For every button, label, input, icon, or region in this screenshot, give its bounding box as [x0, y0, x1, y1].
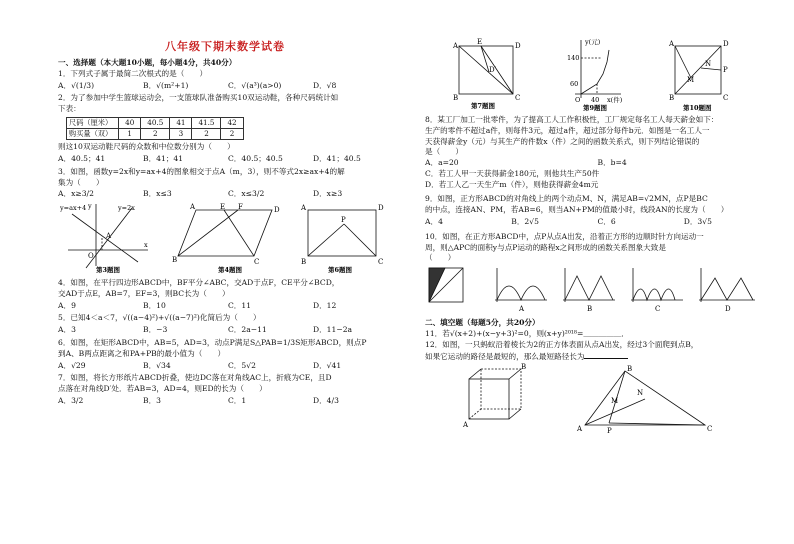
q10-graph-a	[495, 268, 547, 302]
q8-option-a: A．a=20	[425, 158, 459, 168]
shoe-size-table	[66, 117, 244, 140]
q8-stem-2: 生产的零件不超过a件，则每件3元，超过a件，超过部分每件b元．如图是一名工人一	[425, 125, 710, 135]
q9-option-d: D．3√5	[683, 217, 712, 227]
q8-stem-1: 8．某工厂加工一批零件，为了提高工人工作积极性，工厂规定每名工人每天薪金如下：	[425, 115, 719, 124]
fig10-point-c: C	[723, 94, 729, 102]
q2-options	[58, 154, 398, 165]
q7-stem-1: 7．如图，将长方形纸片ABCD折叠，使边DC落在对角线AC上，折痕为CE，且D	[58, 373, 332, 383]
fig3-point-a: A	[106, 232, 112, 241]
q6-stem-2: 到A、B两点距离之和PA+PB的最小值为（ ）	[58, 348, 226, 358]
q9-option-a: A．4	[425, 217, 443, 227]
tri-point-a: A	[577, 425, 583, 434]
q12-stem-2	[425, 350, 770, 363]
q6-option-b: B．√34	[143, 360, 171, 370]
q10-stem-3: （ ）	[425, 253, 456, 263]
table-cell: 42	[221, 117, 243, 128]
table-cell: 2	[192, 129, 221, 140]
table-cell: 1	[119, 129, 141, 140]
q5-stem: 5．已知4＜a＜7，√((a−4)²)+√((a−7)²)化简后为（ ）	[58, 313, 261, 323]
table-cell: 2	[221, 129, 243, 140]
fig7-point-e: E	[477, 38, 483, 46]
figures-row-3-4-6	[58, 202, 398, 274]
q10-stem-1: 10．如图，在正方形ABCD中，点P从点A出发，沿着正方形的边顺时针方向运动一	[425, 231, 704, 241]
fig4-point-a: A	[190, 203, 196, 212]
tri-point-c: C	[707, 425, 713, 434]
section-fill-title: 二、填空题（每题5分，共20分）	[425, 317, 540, 327]
q2-option-c: C．40.5；40.5	[228, 154, 283, 164]
fig7-point-a: A	[453, 42, 459, 50]
figure-4	[178, 210, 272, 256]
fig9-y-tick-60: 60	[570, 80, 579, 88]
q5-option-a: A．3	[58, 325, 76, 335]
q10-square-figure	[429, 268, 463, 302]
fig10-point-m: M	[687, 76, 695, 84]
tri-point-m: M	[611, 397, 619, 406]
q6-stem-1: 6．如图，在矩形ABCD中，AB=5，AD=3，动点P满足S△PAB=1/3S矩形ABCD，则点P	[58, 337, 367, 347]
q4-option-a: A．9	[58, 300, 76, 310]
table-cell: 40	[119, 117, 141, 128]
q9-stem-2: 的中点，连接AN、PM，若AB=6，则当AN+PM的值最小时，线段AN的长度为（ ）	[425, 205, 729, 215]
figure-9	[575, 40, 621, 98]
q9-option-c: C．6	[597, 217, 616, 227]
fig9-origin: O	[575, 96, 581, 104]
table-cell: 41.5	[192, 117, 221, 128]
table-row	[67, 117, 244, 128]
q1-options	[58, 81, 398, 92]
q10-stem-2: 周，则△APC的面积y与点P运动的路程x之间形成的函数关系图象大致是	[425, 242, 666, 252]
q8-option-c: C．若工人甲一天获得薪金180元，则他共生产50件	[425, 168, 600, 178]
table-cell: 2	[141, 129, 170, 140]
fig10-caption: 第10题图	[683, 104, 712, 112]
page-title: 八年级下期末数学试卷	[165, 40, 285, 53]
tri-point-p: P	[607, 427, 612, 436]
fig6-point-d: D	[378, 204, 384, 213]
q1-option-b: B．√(m²+1)	[143, 80, 189, 90]
q1-option-a: A．√(1/3)	[58, 80, 95, 90]
q5-option-c: C．2a−11	[228, 325, 267, 335]
fig10-point-a: A	[669, 40, 675, 48]
q12-figures	[425, 363, 770, 435]
fig10-point-p: P	[723, 66, 728, 74]
q3-option-a: A．x≥3/2	[58, 189, 94, 199]
fig4-point-c: C	[254, 258, 260, 267]
q10-label-a: A	[519, 305, 525, 314]
q3-option-c: C．x≤3/2	[228, 189, 265, 199]
q7-option-c: C．1	[228, 395, 247, 405]
fig10-point-d: D	[723, 40, 729, 48]
fig4-point-e: E	[220, 203, 226, 212]
q8-option-d: D．若工人乙一天生产m（件），则他获得薪金4m元	[425, 179, 599, 189]
q8-option-b: B．b=4	[597, 158, 627, 168]
q2-option-b: B．41；41	[143, 154, 184, 164]
fig4-point-f: F	[238, 203, 243, 212]
q10-graphs	[425, 264, 770, 314]
q8-options-ab	[425, 158, 770, 169]
table-cell: 3	[170, 129, 192, 140]
fig3-line1-label: y=ax+4	[60, 204, 87, 213]
q8-stem-4: 是（ ）	[425, 147, 463, 157]
cube-figure	[469, 369, 521, 419]
q10-graph-b	[563, 268, 615, 302]
section-choice-title: 一、选择题（本大题10小题，每小题4分，共40分）	[58, 58, 237, 67]
fig7-caption: 第7题图	[471, 102, 496, 110]
tri-point-n: N	[637, 389, 644, 398]
answer-blank	[584, 350, 628, 359]
q4-option-b: B．10	[143, 300, 166, 310]
q2-stem-1: 2．为了参加中学生篮球运动会，一支篮球队准备购买10双运动鞋，各种尺码统计如	[58, 93, 339, 103]
cube-point-a: A	[463, 421, 469, 430]
q5-option-b: B．−3	[143, 325, 168, 335]
q10-graph-c	[631, 268, 683, 302]
fig7-point-b: B	[453, 94, 459, 102]
fig9-caption: 第9题图	[583, 104, 608, 112]
fig4-point-b: B	[172, 256, 178, 265]
q3-option-d: D．x≥3	[313, 189, 343, 199]
fig3-origin: O	[88, 252, 94, 261]
q10-label-c: C	[655, 305, 661, 314]
table-cell: 尺码（厘米）	[67, 117, 119, 128]
q6-options	[58, 361, 398, 372]
fig3-line2-label: y=2x	[118, 204, 135, 213]
fig9-x-label: x(件)	[607, 96, 623, 104]
fig7-point-c: C	[515, 94, 521, 102]
q6-option-a: A．√29	[58, 360, 86, 370]
fig3-x-label: x	[144, 241, 148, 250]
q2-option-d: D．41；40.5	[313, 154, 361, 164]
q4-stem-1: 4．如图，在平行四边形ABCD中，BF平分∠ABC，交AD于点F，CE平分∠BCD，	[58, 278, 340, 288]
q7-option-b: B．3	[143, 395, 162, 405]
q3-stem-2: 集为（ ）	[58, 177, 104, 187]
q2-option-a: A．40.5；41	[58, 154, 106, 164]
table-cell: 购买量（双）	[67, 129, 119, 140]
q7-stem-2: 点落在对角线D′处．若AB=3，AD=4，则ED的长为（ ）	[58, 384, 267, 394]
q3-option-b: B．x≤3	[143, 189, 172, 199]
fig7-point-d-prime: D′	[489, 66, 497, 74]
fig6-point-b: B	[301, 258, 307, 267]
q3-options	[58, 189, 398, 200]
q2-stem-2: 下表：	[58, 104, 81, 114]
q5-options	[58, 325, 398, 336]
q10-graph-d	[699, 268, 755, 302]
q1-stem: 1．下列式子属于最简二次根式的是（ ）	[58, 68, 208, 78]
fig4-point-d: D	[274, 206, 280, 215]
figure-7	[459, 46, 513, 94]
q9-options	[425, 217, 770, 228]
q1-option-d: D．√8	[313, 80, 337, 90]
table-row	[67, 129, 244, 140]
fig4-caption: 第4题图	[218, 266, 243, 275]
q12-stem-1: 12．如图，一只蚂蚁沿着棱长为2的正方体表面从点A出发，经过3个面爬到点B，	[425, 339, 699, 349]
q6-option-d: D．√41	[313, 360, 342, 370]
figure-10	[675, 46, 721, 94]
q4-options	[58, 301, 398, 312]
q11-stem: 11．若√(x+2)+(x−y+3)²=0，则(x+y)²⁰¹⁸=＿＿＿＿＿．	[425, 328, 629, 338]
right-column	[425, 115, 770, 439]
q2-stem-3: 则这10双运动鞋尺码的众数和中位数分别为（ ）	[58, 142, 235, 152]
fig6-point-c: C	[378, 258, 384, 267]
q10-label-d: D	[725, 305, 731, 314]
q12-stem-2-text: 如果它运动的路径是最短的，那么最短路径长为	[425, 352, 585, 362]
left-column	[58, 58, 398, 409]
figures-row-7-9-10	[425, 38, 770, 112]
q4-option-c: C．11	[228, 300, 252, 310]
fig7-point-d: D	[515, 42, 521, 50]
q6-option-c: C．5√2	[228, 360, 256, 370]
cube-point-b: B	[521, 363, 527, 372]
fig10-point-n: N	[705, 60, 712, 68]
q8-stem-3: 天获得薪金y（元）与其生产的件数x（件）之间的函数关系式，则下列结论错误的	[425, 136, 700, 146]
q7-option-a: A．3/2	[58, 395, 84, 405]
fig10-point-b: B	[669, 94, 675, 102]
q1-option-c: C．√(a³)(a>0)	[228, 80, 282, 90]
q10-label-b: B	[587, 305, 593, 314]
triangle-figure	[585, 371, 705, 425]
fig3-y-label: y	[88, 202, 92, 211]
q9-stem-1: 9．如图，正方形ABCD的对角线上的两个动点M、N，满足AB=√2MN，点P是BC	[425, 194, 708, 204]
table-cell: 40.5	[141, 117, 170, 128]
fig6-point-p: P	[341, 216, 346, 225]
table-cell: 41	[170, 117, 192, 128]
fig6-point-a: A	[301, 204, 307, 213]
fig9-y-tick-140: 140	[567, 54, 580, 62]
fig3-caption: 第3题图	[96, 266, 121, 275]
tri-point-b: B	[627, 365, 633, 374]
fig6-caption: 第6题图	[328, 266, 353, 275]
q4-stem-2: 交AD于点E，AB=7，EF=3，则BC长为（ ）	[58, 288, 230, 298]
fig9-x-tick-40: 40	[591, 96, 600, 104]
q3-stem-1: 3．如图，函数y=2x和y=ax+4的图象相交于点A（m，3），则不等式2x≥ax+4的解	[58, 166, 345, 176]
q5-option-d: D．11−2a	[313, 325, 353, 335]
q4-option-d: D．12	[313, 300, 337, 310]
q7-options	[58, 396, 398, 407]
q9-option-b: B．2√5	[511, 217, 539, 227]
fig9-y-label: y(元)	[585, 38, 601, 46]
q7-option-d: D．4/3	[313, 395, 339, 405]
